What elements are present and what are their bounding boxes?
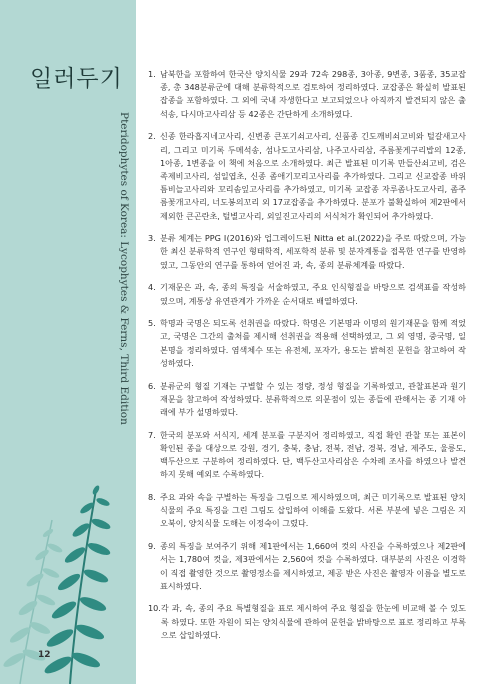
note-number: 4.	[148, 282, 156, 293]
note-number: 9.	[148, 541, 156, 552]
note-number: 10.	[148, 603, 161, 614]
book-title-vertical: Pteridophytes of Korea: Lycophytes & Ferns, Third Edition	[118, 112, 130, 425]
note-number: 1.	[148, 69, 156, 79]
note-item	[148, 130, 466, 222]
note-number: 2.	[148, 131, 156, 142]
note-text: 한국의 분포와 서식지, 세계 분포를 구분지어 정리하였고, 직접 확인 관찰 또는 표본이 확인된 종을 대상으로 강원, 경기, 충북, 충남, 전북, 전남, 경북, 경남, 제주도, 울릉도, 백두산으로 구분하여 정리하였다. 단, 백두산고사리삼은 수차례 조사를 하였으나 발견하지 못해 예외로 수록하였다.	[160, 429, 466, 480]
note-item	[148, 232, 466, 272]
note-item	[148, 540, 466, 593]
notes-list	[148, 68, 466, 652]
note-text: 종의 특징을 보여주기 위해 제1판에서는 1,660여 컷의 사진을 수록하였으나 제2판에서는 1,780여 컷을, 제3판에서는 2,560여 컷을 수록하였다. 대부분의 사진은 이경학이 직접 촬영한 것으로 촬영정소를 제시하였고, 제공 받은 사진은 촬영자 이름을 별도로 표시하였다.	[160, 541, 466, 591]
sidebar-panel	[0, 0, 136, 684]
note-text: 주요 과와 속을 구별하는 특징을 그림으로 제시하였으며, 최근 미기록으로 발표된 양치식물의 주요 특징을 그린 그림도 삽입하여 이해를 도왔다. 서론 부분에 넣은 그림은 지오북이, 양치식물 도해는 이정숙이 그렸다.	[160, 491, 466, 529]
note-text: 분류군의 형질 기재는 구별할 수 있는 정량, 정성 형질을 기록하였고, 관찰표본과 원기재문을 참고하여 작성하였다. 분류학적으로 의문점이 있는 종들에 관해서는 종 기재 아래에 부가 설명하였다.	[160, 380, 466, 417]
note-item	[148, 317, 466, 370]
note-item	[148, 380, 466, 420]
note-item	[148, 491, 466, 531]
page-number: 12	[38, 650, 51, 660]
note-text: 각 과, 속, 종의 주요 특별형질을 표로 제시하여 주요 형질을 한눈에 비교해 볼 수 있도록 하였다. 또한 자원이 되는 양치식물에 관하여 문헌을 밝바탕으로 표로 정리하고 부록으로 삽입하였다.	[160, 603, 466, 640]
fern-illustration	[0, 330, 136, 684]
note-item	[148, 429, 466, 482]
note-text: 신종 한라흡지네고사리, 신변종 큰포기쇠고사리, 신품종 긴도깨비쇠고비와 털갈새고사리, 그리고 미기록 두메석송, 섬나도고사리삼, 나주고사리삼, 주름꽃게구리밥의 12종, 1아종, 1변종을 이 책에 처음으로 소개하였다. 최근 발표된 미기록 만들산쇠고비, 검은족제비고사리, 섬일엽초, 신종 좀애기꼬리고사리를 추가하였다. 그리고 신교잡종 바위틈비늘고사리와 꼬리솜잎고사리를 추가하였고, 미기록 교잡종 자루좀나도고사리, 좀주름꽃개고사리, 너도봉의꼬리 외 17교잡종을 추가하였다. 분포가 불확실하여 제2판에서 제외한 큰곤란초, 털별고사리, 외잎진고사리의 서식처가 확인되어 추가하였다.	[160, 131, 466, 221]
note-number: 5.	[148, 318, 156, 329]
note-item	[148, 602, 466, 642]
note-item	[148, 281, 466, 307]
note-text: 학명과 국명은 되도록 선취권을 따랐다. 학명은 기본명과 이명의 원기재문을 함께 적었고, 국명은 그간의 출처를 제시해 선취권을 적용해 선택하였고, 그 외 영명, 중국명, 일본명을 정리하였다. 염색체수 또는 유전체, 포자가, 용도는 밝혀진 문헌을 참고하여 작성하였다.	[160, 318, 466, 368]
note-item	[148, 68, 466, 121]
note-number: 7.	[148, 429, 156, 440]
page-heading: 일러두기	[30, 66, 123, 92]
note-text: 기재문은 과, 속, 종의 특징을 서술하였고, 주요 인식형질을 바탕으로 검색표를 작성하였으며, 계통상 유연관계가 가까운 순서대로 배열하였다.	[160, 282, 466, 306]
note-text: 분류 체계는 PPG Ⅰ(2016)와 업그레이드된 Nitta et al.(2022)을 주로 따랐으며, 가능한 최신 분류학적 연구인 형태학적, 세포학적 분류 및 분자계통을 접목한 연구를 반영하였고, 그동안의 연구를 통하여 얻어진 과, 속, 종의 분류체계를 따랐다.	[160, 233, 466, 270]
note-number: 3.	[148, 233, 156, 244]
note-text: 남북한을 포함하여 한국산 양치식물 29과 72속 298종, 3아종, 9변종, 3품종, 35교잡종, 총 348분류군에 대해 분류학적으로 검토하여 정리하였다. 교잡종은 확실히 발표된 잡종을 포함하였다. 그 외에 국내 자생한다고 보고되었으나 아직까지 발견되지 않은 출석송, 다시마고사리삼 등 42종은 간단하게 소개하였다.	[160, 69, 466, 119]
note-number: 8.	[148, 491, 156, 502]
note-number: 6.	[148, 380, 156, 391]
